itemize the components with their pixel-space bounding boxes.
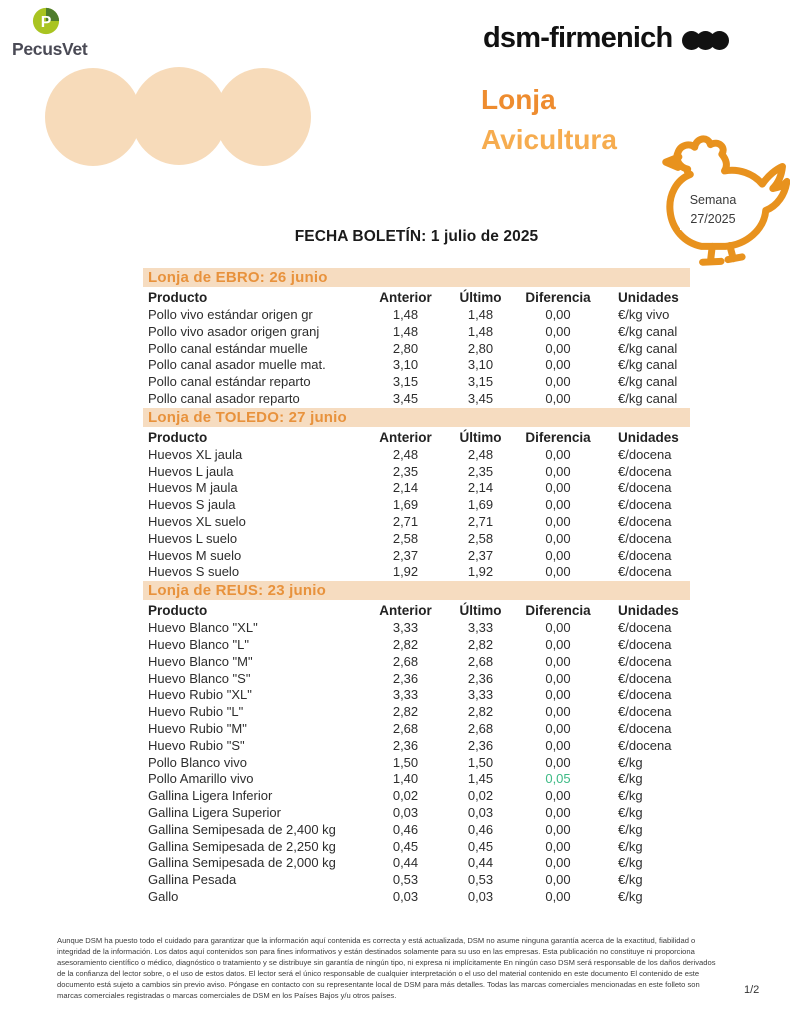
column-header: Diferencia [525, 603, 591, 619]
peach-circle [45, 68, 141, 166]
unidades-cell: €/docena [618, 687, 672, 703]
table-header-row [143, 429, 690, 447]
diferencia-cell: 0,00 [545, 687, 571, 703]
unidades-cell: €/kg [618, 788, 643, 804]
disclaimer-text: Aunque DSM ha puesto todo el cuidado para garantizar que la información aquí contenida es correcta y está actualizada, DSM no asume ninguna garantía acerca de la exactitud, fiabilidad o integridad de la información. Los datos aquí contenidos son para fines informativos y están destinados solamente para su uso en las empresas. Esta publicación no constituye ni proporciona asesoramiento científico o médico, diagnóstico o tratamiento y se distribuye sin garantía de ningún tipo, ni expresa ni implícitamente En ningún caso DSM será responsable de los daños derivados de la confianza del lector sobre, o el uso de estos datos. El lector será el único responsable de cualquier interpretación o el uso del material contenido en este documento El contenido de este documento está sujeto a cambios sin previo aviso. Póngase en contacto con su representante local de DSM para más detalles. Todas las marcas comerciales mencionadas en este folleto son marcas comerciales registradas o marcas comerciales de DSM en los Países Bajos y/u otros países. [57, 936, 716, 1000]
table-row [143, 548, 690, 565]
bulletin-date: FECHA BOLETÍN: 1 julio de 2025 [294, 228, 539, 245]
ultimo-cell: 2,82 [467, 704, 494, 720]
diferencia-cell: 0,00 [545, 340, 571, 356]
anterior-cell: 1,40 [392, 771, 419, 787]
table-row [143, 374, 690, 391]
product-cell: Gallina Semipesada de 2,250 kg [148, 838, 336, 854]
diferencia-cell: 0,00 [545, 357, 571, 373]
anterior-cell: 2,37 [392, 547, 419, 563]
table-row [143, 704, 690, 721]
anterior-cell: 0,03 [392, 888, 419, 904]
column-header: Producto [148, 603, 208, 619]
column-header: Producto [148, 429, 208, 445]
peach-circle [215, 68, 311, 166]
anterior-cell: 0,02 [392, 788, 419, 804]
unidades-cell: €/kg [618, 888, 643, 904]
product-cell: Huevo Rubio "XL" [148, 687, 252, 703]
table-row [143, 889, 690, 906]
table-row [143, 855, 690, 872]
lonja-section [143, 408, 690, 581]
unidades-cell: €/docena [618, 564, 672, 580]
product-cell: Huevos L suelo [148, 530, 238, 546]
diferencia-cell: 0,00 [545, 446, 571, 462]
product-cell: Pollo Amarillo vivo [148, 771, 254, 787]
table-row [143, 357, 690, 374]
unidades-cell: €/docena [618, 620, 672, 636]
product-cell: Gallina Ligera Superior [148, 804, 281, 820]
diferencia-cell: 0,00 [545, 754, 571, 770]
diferencia-cell: 0,00 [545, 463, 571, 479]
product-cell: Huevos L jaula [148, 463, 234, 479]
ultimo-cell: 3,10 [467, 357, 494, 373]
product-cell: Huevos S jaula [148, 497, 236, 513]
anterior-cell: 3,33 [392, 687, 419, 703]
product-cell: Huevo Blanco "XL" [148, 620, 258, 636]
diferencia-cell: 0,00 [545, 804, 571, 820]
ultimo-cell: 0,45 [467, 838, 494, 854]
unidades-cell: €/kg canal [618, 323, 678, 339]
product-cell: Pollo vivo estándar origen gr [148, 307, 313, 322]
product-cell: Huevo Rubio "M" [148, 720, 247, 736]
diferencia-cell: 0,00 [545, 513, 571, 529]
diferencia-cell: 0,00 [545, 838, 571, 854]
anterior-cell: 0,46 [392, 821, 419, 837]
unidades-cell: €/docena [618, 636, 672, 652]
unidades-cell: €/docena [618, 513, 672, 529]
unidades-cell: €/docena [618, 720, 672, 736]
ultimo-cell: 1,92 [467, 564, 494, 580]
anterior-cell: 0,53 [392, 872, 419, 888]
product-cell: Pollo canal asador muelle mat. [148, 357, 326, 373]
dsm-firmenich-logo [483, 22, 729, 55]
diferencia-cell: 0,00 [545, 307, 571, 322]
pecusvet-wordmark: PecusVet [12, 39, 88, 59]
column-header: Anterior [379, 603, 432, 619]
product-cell: Gallo [148, 888, 179, 904]
section-title: Lonja de REUS: 23 junio [143, 581, 690, 600]
table-row [143, 805, 690, 822]
ultimo-cell: 1,50 [467, 754, 494, 770]
ultimo-cell: 2,80 [467, 340, 494, 356]
unidades-cell: €/docena [618, 463, 672, 479]
diferencia-cell: 0,00 [545, 720, 571, 736]
unidades-cell: €/docena [618, 547, 672, 563]
page-number: 1/2 [744, 984, 760, 996]
ultimo-cell: 2,71 [467, 513, 494, 529]
svg-text:P: P [40, 14, 52, 32]
unidades-cell: €/docena [618, 446, 672, 462]
product-cell: Pollo canal asador reparto [148, 390, 300, 406]
product-cell: Gallina Semipesada de 2,000 kg [148, 855, 336, 871]
diferencia-cell: 0,00 [545, 704, 571, 720]
table-row [143, 687, 690, 704]
product-cell: Gallina Ligera Inferior [148, 788, 273, 804]
ultimo-cell: 1,48 [467, 323, 494, 339]
table-row [143, 822, 690, 839]
table-row [143, 872, 690, 889]
table-row [143, 637, 690, 654]
masthead-title [481, 80, 617, 160]
column-header: Producto [148, 290, 208, 305]
ultimo-cell: 2,82 [467, 636, 494, 652]
product-cell: Huevos M suelo [148, 547, 242, 563]
ultimo-cell: 0,02 [467, 788, 494, 804]
diferencia-cell: 0,00 [545, 872, 571, 888]
ultimo-cell: 3,15 [467, 374, 494, 390]
product-cell: Huevos S suelo [148, 564, 240, 580]
title-line-avicultura: Avicultura [481, 124, 617, 155]
product-cell: Pollo canal estándar reparto [148, 374, 311, 390]
ultimo-cell: 0,44 [467, 855, 494, 871]
anterior-cell: 1,50 [392, 754, 419, 770]
week-value: 27/2025 [690, 212, 736, 226]
table-row [143, 564, 690, 581]
column-header: Unidades [618, 429, 679, 445]
diferencia-cell: 0,00 [545, 547, 571, 563]
product-cell: Huevos M jaula [148, 480, 238, 496]
table-row [143, 480, 690, 497]
ultimo-cell: 2,68 [467, 653, 494, 669]
anterior-cell: 2,68 [392, 720, 419, 736]
column-header: Último [459, 290, 502, 305]
diferencia-cell: 0,00 [545, 323, 571, 339]
decorative-circles [45, 67, 325, 167]
table-row [143, 788, 690, 805]
product-cell: Huevo Rubio "S" [148, 737, 245, 753]
anterior-cell: 2,82 [392, 636, 419, 652]
product-cell: Huevos XL suelo [148, 513, 246, 529]
column-header: Unidades [618, 603, 679, 619]
product-cell: Gallina Pesada [148, 872, 237, 888]
ultimo-cell: 3,45 [467, 390, 494, 406]
anterior-cell: 2,36 [392, 670, 419, 686]
anterior-cell: 1,92 [392, 564, 419, 580]
section-title: Lonja de TOLEDO: 27 junio [143, 408, 690, 427]
table-row [143, 324, 690, 341]
unidades-cell: €/kg [618, 821, 643, 837]
product-cell: Pollo canal estándar muelle [148, 340, 308, 356]
dsm-dots-icon [682, 31, 729, 50]
dsm-wordmark: dsm-firmenich [483, 22, 673, 54]
table-row [143, 771, 690, 788]
product-cell: Huevo Blanco "M" [148, 653, 253, 669]
unidades-cell: €/kg [618, 872, 643, 888]
week-label: Semana [689, 193, 737, 207]
table-row [143, 654, 690, 671]
anterior-cell: 1,48 [392, 307, 419, 322]
column-header: Anterior [379, 429, 432, 445]
anterior-cell: 2,48 [392, 446, 419, 462]
diferencia-cell: 0,00 [545, 788, 571, 804]
product-cell: Gallina Semipesada de 2,400 kg [148, 821, 336, 837]
unidades-cell: €/docena [618, 704, 672, 720]
peach-circle [131, 67, 227, 165]
product-cell: Huevo Blanco "S" [148, 670, 251, 686]
diferencia-cell: 0,00 [545, 530, 571, 546]
price-tables [143, 268, 690, 906]
table-row [143, 738, 690, 755]
table-row [143, 391, 690, 408]
ultimo-cell: 2,68 [467, 720, 494, 736]
lonja-section [143, 581, 690, 906]
anterior-cell: 0,45 [392, 838, 419, 854]
diferencia-cell: 0,00 [545, 390, 571, 406]
anterior-cell: 0,44 [392, 855, 419, 871]
anterior-cell: 3,45 [392, 390, 419, 406]
column-header: Último [459, 603, 502, 619]
table-row [143, 839, 690, 856]
ultimo-cell: 0,53 [467, 872, 494, 888]
diferencia-cell: 0,00 [545, 497, 571, 513]
ultimo-cell: 1,45 [467, 771, 494, 787]
ultimo-cell: 1,48 [467, 307, 494, 322]
ultimo-cell: 2,48 [467, 446, 494, 462]
unidades-cell: €/docena [618, 737, 672, 753]
diferencia-cell: 0,00 [545, 564, 571, 580]
anterior-cell: 3,15 [392, 374, 419, 390]
column-header: Diferencia [525, 290, 591, 305]
ultimo-cell: 2,35 [467, 463, 494, 479]
unidades-cell: €/docena [618, 480, 672, 496]
ultimo-cell: 3,33 [467, 620, 494, 636]
ultimo-cell: 1,69 [467, 497, 494, 513]
column-header: Unidades [618, 290, 679, 305]
title-line-lonja: Lonja [481, 84, 556, 115]
diferencia-cell: 0,00 [545, 636, 571, 652]
unidades-cell: €/docena [618, 670, 672, 686]
unidades-cell: €/kg canal [618, 390, 678, 406]
table-row [143, 514, 690, 531]
ultimo-cell: 2,36 [467, 737, 494, 753]
unidades-cell: €/kg [618, 771, 643, 787]
table-row [143, 464, 690, 481]
diferencia-cell: 0,00 [545, 821, 571, 837]
unidades-cell: €/kg [618, 754, 643, 770]
table-row [143, 531, 690, 548]
table-row [143, 497, 690, 514]
table-row [143, 721, 690, 738]
anterior-cell: 2,35 [392, 463, 419, 479]
unidades-cell: €/kg [618, 838, 643, 854]
lonja-section [143, 268, 690, 408]
anterior-cell: 3,33 [392, 620, 419, 636]
diferencia-cell: 0,00 [545, 480, 571, 496]
diferencia-cell: 0,00 [545, 653, 571, 669]
unidades-cell: €/kg canal [618, 374, 678, 390]
ultimo-cell: 3,33 [467, 687, 494, 703]
column-header: Último [459, 429, 502, 445]
diferencia-cell: 0,00 [545, 670, 571, 686]
unidades-cell: €/docena [618, 530, 672, 546]
diferencia-cell: 0,00 [545, 374, 571, 390]
table-row [143, 341, 690, 358]
ultimo-cell: 2,58 [467, 530, 494, 546]
section-title: Lonja de EBRO: 26 junio [143, 268, 690, 287]
ultimo-cell: 2,37 [467, 547, 494, 563]
unidades-cell: €/docena [618, 653, 672, 669]
ultimo-cell: 0,03 [467, 888, 494, 904]
product-cell: Huevo Blanco "L" [148, 636, 250, 652]
anterior-cell: 1,69 [392, 497, 419, 513]
ultimo-cell: 0,03 [467, 804, 494, 820]
anterior-cell: 2,14 [392, 480, 419, 496]
diferencia-cell: 0,00 [545, 737, 571, 753]
anterior-cell: 2,71 [392, 513, 419, 529]
column-header: Anterior [379, 290, 432, 305]
anterior-cell: 2,36 [392, 737, 419, 753]
unidades-cell: €/kg [618, 855, 643, 871]
table-header-row [143, 602, 690, 620]
anterior-cell: 2,68 [392, 653, 419, 669]
week-badge [680, 190, 746, 230]
table-header-row [143, 289, 690, 307]
anterior-cell: 0,03 [392, 804, 419, 820]
column-header: Diferencia [525, 429, 591, 445]
diferencia-cell: 0,00 [545, 855, 571, 871]
product-cell: Pollo Blanco vivo [148, 754, 247, 770]
diferencia-cell: 0,00 [545, 888, 571, 904]
table-row [143, 755, 690, 772]
diferencia-cell: 0,05 [545, 771, 571, 787]
anterior-cell: 2,80 [392, 340, 419, 356]
ultimo-cell: 2,14 [467, 480, 494, 496]
table-row [143, 307, 690, 324]
anterior-cell: 3,10 [392, 357, 419, 373]
diferencia-cell: 0,00 [545, 620, 571, 636]
product-cell: Huevo Rubio "L" [148, 704, 244, 720]
product-cell: Huevos XL jaula [148, 446, 243, 462]
unidades-cell: €/kg [618, 804, 643, 820]
product-cell: Pollo vivo asador origen granj [148, 323, 320, 339]
unidades-cell: €/kg vivo [618, 307, 670, 322]
table-row [143, 671, 690, 688]
unidades-cell: €/docena [618, 497, 672, 513]
pecusvet-logo [12, 6, 132, 60]
table-row [143, 620, 690, 637]
ultimo-cell: 2,36 [467, 670, 494, 686]
ultimo-cell: 0,46 [467, 821, 494, 837]
pecusvet-logo-icon [32, 6, 60, 36]
unidades-cell: €/kg canal [618, 340, 678, 356]
table-row [143, 447, 690, 464]
anterior-cell: 2,82 [392, 704, 419, 720]
anterior-cell: 1,48 [392, 323, 419, 339]
unidades-cell: €/kg canal [618, 357, 678, 373]
anterior-cell: 2,58 [392, 530, 419, 546]
